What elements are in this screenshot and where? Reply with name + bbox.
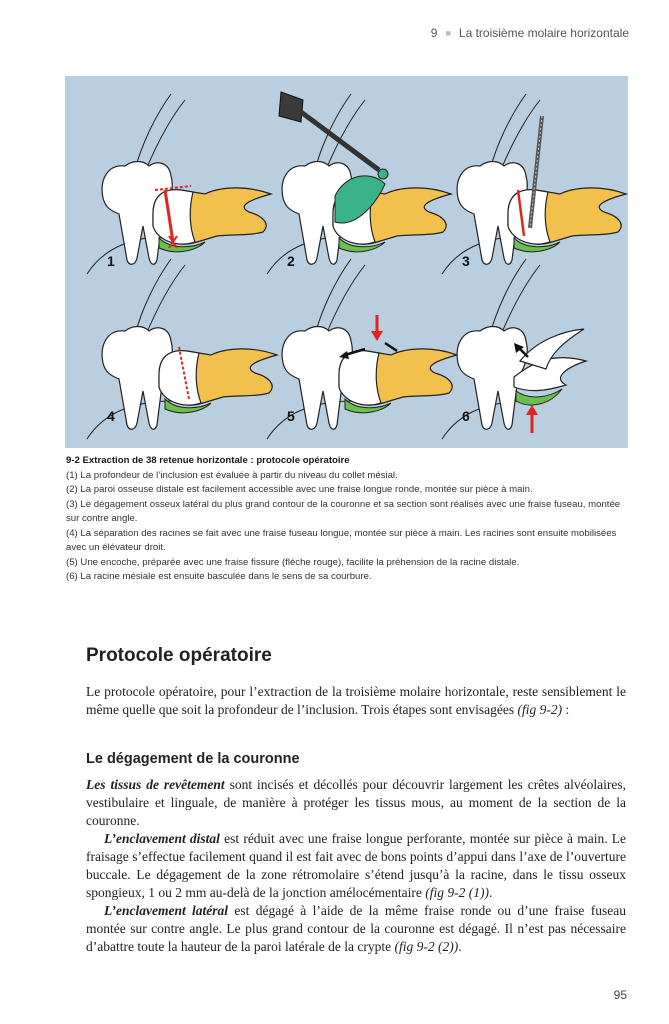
caption-line: (3) Le dégagement osseux latéral du plus grand contour de la couronne et sa section sont réalisés avec une fraise fuseau, montée sur contre angle. [66, 498, 621, 524]
panel-6 [442, 259, 586, 439]
panel-2 [267, 92, 451, 274]
panel-label-4: 4 [107, 408, 115, 424]
panel-label-6: 6 [462, 408, 470, 424]
chapter-title: La troisième molaire horizontale [458, 26, 629, 40]
caption-title: 9-2 Extraction de 38 retenue horizontale : protocole opératoire [66, 455, 350, 466]
intro-text: Le protocole opératoire, pour l’extraction de la troisième molaire horizontale, reste sensiblement le même quelle que soit la profondeur de l’inclusion. Trois étapes sont envisagées [86, 684, 626, 717]
figure-reference: (fig 9-2) [517, 702, 563, 717]
paragraph-text: est dégagé à l’aide de la même fraise ronde ou d’une fraise fuseau montée sur contre angle. Le plus grand contour de la couronne est dégagé. Il n’est pas nécessaire d’abattre toute la hauteur de la paroi latérale de la crypte [86, 903, 626, 954]
figure-reference: (fig 9-2 (2)) [394, 939, 459, 954]
intro-end: : [562, 702, 570, 717]
paragraph-distal [86, 830, 626, 902]
figure-9-2 [65, 76, 628, 448]
figure-reference: (fig 9-2 (1)) [425, 885, 490, 900]
panel-label-2: 2 [287, 253, 295, 269]
body-text [86, 776, 626, 956]
panel-label-1: 1 [107, 253, 115, 269]
caption-line: (2) La paroi osseuse distale est facilement accessible avec une fraise longue ronde, montée sur pièce à main. [66, 484, 533, 495]
panel-1 [87, 94, 271, 274]
panel-5 [267, 259, 457, 439]
paragraph-lateral [86, 902, 626, 956]
paragraph-text: est réduit avec une fraise longue perforante, montée sur pièce à main. Le fraisage s’effectue facilement quand il est fait avec de bons points d’appui dans l’axe de l’ouverture buccale. Le dégagement de la zone rétromolaire s’étend jusqu’à la racine, dans le tissu osseux spongieux, 1 ou 2 mm au-delà de la jonction amélocémentaire [86, 831, 627, 900]
paragraph-end: . [458, 939, 462, 954]
intro-paragraph [86, 683, 626, 719]
term: L’enclavement distal [104, 831, 220, 846]
paragraph-end: . [489, 885, 493, 900]
section-title: Protocole opératoire [86, 645, 272, 666]
paragraph-soft-tissue [86, 776, 626, 830]
caption-line: (6) La racine mésiale est ensuite basculée dans le sens de sa courbure. [66, 571, 372, 582]
panel-label-5: 5 [287, 408, 295, 424]
panel-3 [442, 94, 626, 274]
separator-square-icon: ■ [445, 28, 451, 38]
caption-line: (4) La séparation des racines se fait avec une fraise fuseau longue, montée sur pièce à main. Les racines sont ensuite mobilisées avec un élévateur droit. [66, 527, 617, 553]
panel-label-3: 3 [462, 253, 470, 269]
caption-line: (5) Une encoche, préparée avec une fraise fissure (flèche rouge), facilite la préhension de la racine distale. [66, 556, 520, 568]
running-head [431, 26, 629, 40]
term: L’enclavement latéral [104, 903, 229, 918]
paragraph-text: sont incisés et décollés pour découvrir largement les crêtes alvéolaires, vestibulaire et linguale, de manière à protéger les tissus mous, au moment de la section de la couronne. [86, 777, 626, 828]
subsection-title: Le dégagement de la couronne [86, 751, 300, 767]
figure-caption [66, 454, 622, 585]
page-number: 95 [613, 988, 627, 1002]
caption-line: (1) La profondeur de l’inclusion est évaluée à partir du niveau du collet mésial. [66, 469, 398, 481]
figure-illustration [65, 76, 628, 448]
panel-4 [87, 259, 277, 439]
chapter-number: 9 [430, 26, 438, 40]
term: Les tissus de revêtement [86, 777, 225, 792]
